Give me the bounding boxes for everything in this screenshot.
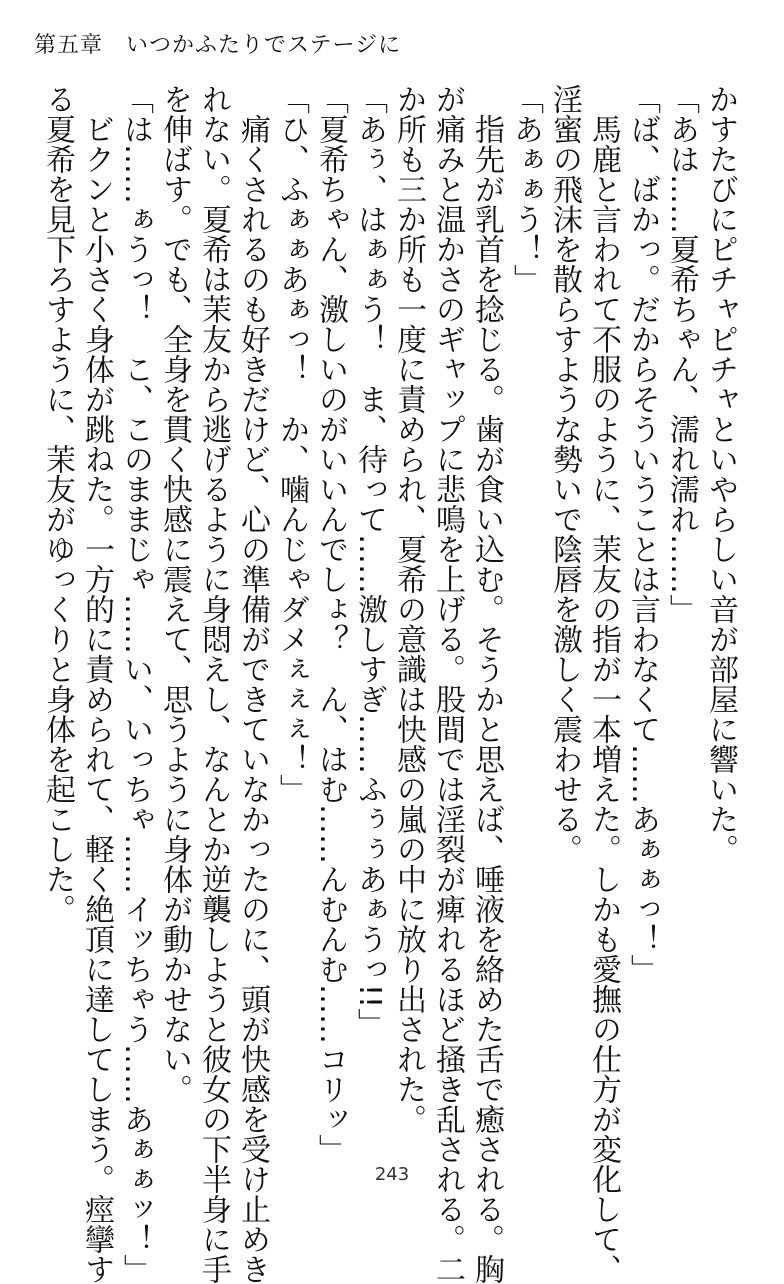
text-line: る夏希を見下ろすように、茉友がゆっくりと身体を起こした。 bbox=[40, 84, 75, 924]
text-line: 「あぁぁう！」 bbox=[508, 84, 543, 294]
text-line: が痛みと温かさのギャップに悲鳴を上げる。股間では淫裂が痺れるほど掻き乱される。二 bbox=[430, 84, 465, 1284]
text-line: 「は……ぁうっ！ こ、このままじゃ……い、いっちゃ……イッちゃう……あぁぁッ！」 bbox=[118, 84, 153, 1284]
text-line: 「あは……夏希ちゃん、濡れ濡れ……」 bbox=[664, 84, 699, 624]
text-line: 痛くされるのも好きだけど、心の準備ができていなかったのに、頭が快感を受け止めき bbox=[235, 84, 270, 1284]
text-line: 淫蜜の飛沫を散らすような勢いで陰唇を激しく震わせる。 bbox=[547, 84, 582, 864]
text-line: 「夏希ちゃん、激しいのがいいんでしょ？ ん、はむ……んむんむ……コリッ」 bbox=[313, 84, 348, 1164]
text-line: 「ば、ばかっ。だからそういうことは言わなくて……あぁぁっ！」 bbox=[625, 84, 660, 984]
running-header: 第五章 いつかふたりでステージに bbox=[34, 33, 402, 58]
text-line: れない。夏希は茉友から逃げるように身悶えし、なんとか逆襲しようと彼女の下半身に手 bbox=[196, 84, 231, 1284]
text-line: か所も三か所も一度に責められ、夏希の意識は快感の嵐の中に放り出された。 bbox=[391, 84, 426, 1134]
page-number: 243 bbox=[374, 1164, 410, 1185]
text-line: 指先が乳首を捻じる。歯が食い込む。そうかと思えば、唾液を絡めた舌で癒される。胸 bbox=[469, 84, 504, 1284]
text-line: ビクンと小さく身体が跳ねた。一方的に責められて、軽く絶頂に達してしまう。痙攣す bbox=[79, 84, 114, 1284]
text-line: かすたびにピチャピチャといやらしい音が部屋に響いた。 bbox=[703, 84, 738, 864]
text-line: を伸ばす。でも、全身を貫く快感に震えて、思うように身体が動かせない。 bbox=[157, 84, 192, 1104]
text-line: 馬鹿と言われて不服のように、茉友の指が一本増えた。しかも愛撫の仕方が変化して、 bbox=[586, 84, 621, 1284]
text-line: 「ひ、ふぁぁあぁっ！ か、噛んじゃダメぇぇぇ！」 bbox=[274, 84, 309, 804]
text-line: 「あぅ、はぁぁう！ ま、待って……激しすぎ……ふぅぅあぁうっ!!」 bbox=[352, 84, 387, 1039]
